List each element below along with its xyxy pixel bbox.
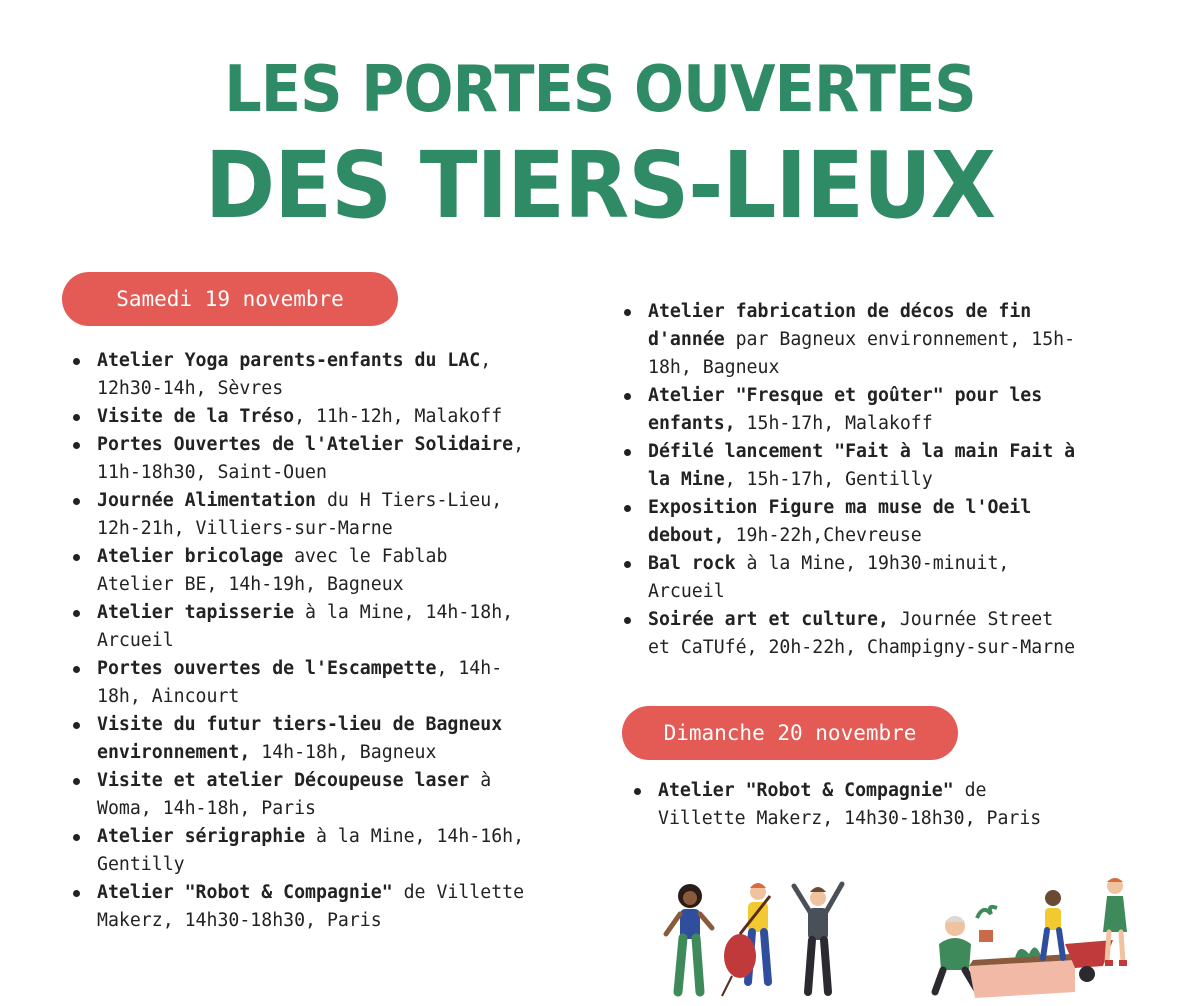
title-line-2: DES TIERS-LIEUX xyxy=(204,132,996,239)
sunday-event-list xyxy=(623,777,1041,833)
saturday-event-list xyxy=(62,347,524,935)
list-item: Portes Ouvertes de l'Atelier Solidaire, 11h-18h30, Saint-Ouen xyxy=(62,431,524,487)
list-item: Atelier sérigraphie à la Mine, 14h-16h, Gentilly xyxy=(62,823,524,879)
list-item: Soirée art et culture, Journée Street et CaTUfé, 20h-22h, Champigny-sur-Marne xyxy=(613,606,1075,662)
list-item: Atelier tapisserie à la Mine, 14h-18h, Arcueil xyxy=(62,599,524,655)
list-item: Atelier "Robot & Compagnie" de Villette Makerz, 14h30-18h30, Paris xyxy=(623,777,1041,833)
list-item: Journée Alimentation du H Tiers-Lieu, 12h-21h, Villiers-sur-Marne xyxy=(62,487,524,543)
list-item: Atelier "Fresque et goûter" pour les enfants, 15h-17h, Malakoff xyxy=(613,382,1075,438)
list-item: Visite et atelier Découpeuse laser à Woma, 14h-18h, Paris xyxy=(62,767,524,823)
list-item: Visite de la Tréso, 11h-12h, Malakoff xyxy=(62,403,524,431)
list-item: Visite du futur tiers-lieu de Bagneux environnement, 14h-18h, Bagneux xyxy=(62,711,524,767)
list-item: Bal rock à la Mine, 19h30-minuit, Arcueil xyxy=(613,550,1075,606)
list-item: Atelier "Robot & Compagnie" de Villette Makerz, 14h30-18h30, Paris xyxy=(62,879,524,935)
list-item: Portes ouvertes de l'Escampette, 14h- 18h, Aincourt xyxy=(62,655,524,711)
list-item: Exposition Figure ma muse de l'Oeil debout, 19h-22h,Chevreuse xyxy=(613,494,1075,550)
saturday-event-list-continued xyxy=(613,298,1075,662)
sunday-date-badge: Dimanche 20 novembre xyxy=(622,706,958,760)
gardening-people-illustration xyxy=(925,874,1135,1002)
dancing-people-illustration xyxy=(660,876,850,1002)
list-item: Atelier bricolage avec le Fablab Atelier BE, 14h-19h, Bagneux xyxy=(62,543,524,599)
list-item: Atelier Yoga parents-enfants du LAC, 12h30-14h, Sèvres xyxy=(62,347,524,403)
title-line-1: LES PORTES OUVERTES xyxy=(224,53,976,127)
list-item: Atelier fabrication de décos de fin d'année par Bagneux environnement, 15h- 18h, Bagneux xyxy=(613,298,1075,382)
list-item: Défilé lancement "Fait à la main Fait à la Mine, 15h-17h, Gentilly xyxy=(613,438,1075,494)
saturday-date-badge: Samedi 19 novembre xyxy=(62,272,398,326)
